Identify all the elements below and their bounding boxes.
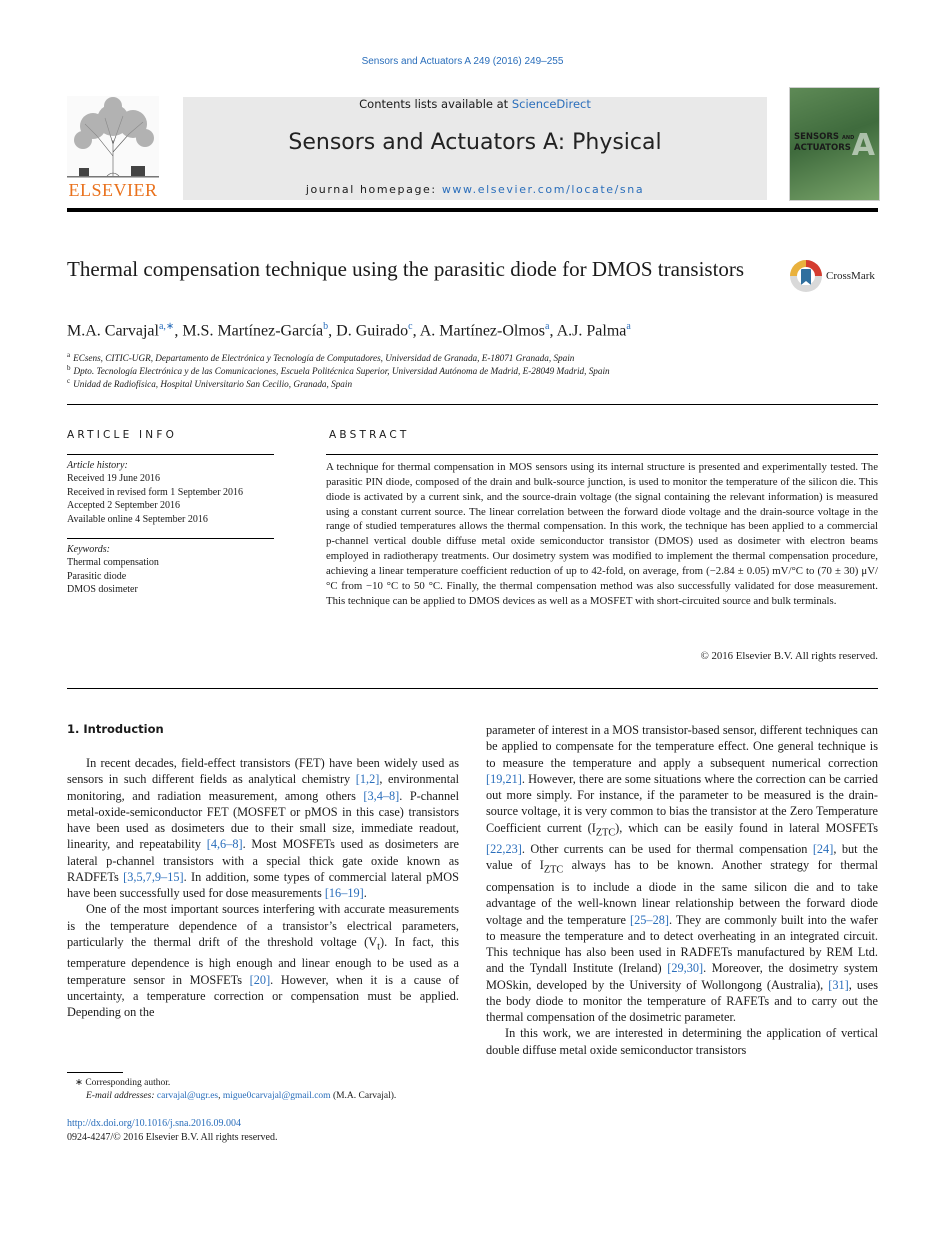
doi-link[interactable]: http://dx.doi.org/10.1016/j.sna.2016.09.004 bbox=[67, 1118, 241, 1129]
author-marks[interactable]: c bbox=[408, 321, 413, 332]
author-list: M.A. Carvajal$^{a,∗}$, M.S. Martínez-García$^b$, D. Guirado$^c$, A. Martínez-Olmos$^a$, A.J. Palma$^a$ bbox=[67, 321, 631, 340]
history-item: Received 19 June 2016 bbox=[67, 473, 161, 485]
abstract-copyright: © 2016 Elsevier B.V. All rights reserved. bbox=[700, 650, 878, 662]
journal-citation-link[interactable]: Sensors and Actuators A 249 (2016) 249–255 bbox=[361, 56, 564, 67]
issn-line: 0924-4247/© 2016 Elsevier B.V. All rights reserved. bbox=[67, 1132, 278, 1143]
citation-link[interactable]: [25–28] bbox=[630, 912, 669, 927]
affiliation: $^c$ Unidad de Radiofísica, Hospital Universitario San Cecilio, Granada, Spain bbox=[67, 377, 353, 390]
elsevier-wordmark: ELSEVIER bbox=[68, 180, 158, 200]
email-link[interactable]: migue0carvajal@gmail.com bbox=[222, 1091, 331, 1102]
author-marks[interactable]: a,∗ bbox=[158, 321, 175, 332]
paragraph: One of the most important sources interfering with accurate measurements is the temperature dependence of a transistor’s electrical parameters, particularly the thermal drift of the threshold voltage $(V_t)$. In fact, this temperature dependence is high enough and linear enough to be used as a temperature sensor in MOSFETs [20]. However, when it is a cause of uncertainty, a temperature correction or compensation must be applied. Depending on the bbox=[67, 902, 459, 1020]
history-label: Article history: bbox=[67, 460, 128, 471]
history-item: Available online 4 September 2016 bbox=[67, 513, 208, 525]
contents-line bbox=[183, 97, 767, 111]
cover-letter-a: A bbox=[851, 128, 875, 163]
header-rule bbox=[67, 208, 878, 212]
journal-cover-thumbnail[interactable] bbox=[789, 87, 880, 201]
divider bbox=[326, 454, 878, 455]
citation-link[interactable]: [31] bbox=[828, 977, 849, 992]
crossmark-label: CrossMark bbox=[826, 270, 875, 282]
citation-link[interactable]: [29,30] bbox=[667, 961, 704, 976]
body-column-right bbox=[486, 722, 878, 1058]
author-marks[interactable]: a bbox=[626, 321, 631, 332]
author-name: M.A. Carvajal bbox=[67, 322, 159, 340]
body-column-left bbox=[67, 755, 459, 1020]
citation-link[interactable]: [3,5,7,9–15] bbox=[123, 869, 184, 884]
affiliation: $^b$ Dpto. Tecnología Electrónica y de las Comunicaciones, Escuela Politécnica Superior, Universidad Autónoma de Madrid, E-28049 Madrid, Spain bbox=[67, 364, 610, 377]
author-name: D. Guirado bbox=[336, 322, 409, 340]
author-name: M.S. Martínez-García bbox=[182, 322, 324, 340]
keyword: DMOS dosimeter bbox=[67, 584, 138, 596]
section-heading-introduction: 1. Introduction bbox=[67, 722, 164, 736]
citation-link[interactable]: [4,6–8] bbox=[206, 837, 243, 852]
cover-title bbox=[794, 132, 854, 153]
keywords bbox=[67, 543, 274, 597]
abstract-heading: ABSTRACT bbox=[329, 429, 410, 441]
paragraph: In recent decades, field-effect transistors (FET) have been widely used as sensors in such different fields as analytical chemistry [1,2], environmental monitoring, and radiation measurement, among others [3,4–8]. P-channel metal-oxide-semiconductor FET (MOSFET or pMOS in this case) transistors have been used as dosimeters due to their small size, immediate readout, linearity, and repeatability [4,6–8]. Most MOSFETs used as dosimeters are lateral p-channel transistors with a special thick gate oxide known as RADFETs [3,5,7,9–15]. In addition, some types of commercial lateral pMOS have been successfully used for dose measurements [16–19]. bbox=[67, 756, 460, 900]
footnotes bbox=[67, 1077, 467, 1104]
email-link[interactable]: carvajal@ugr.es bbox=[156, 1091, 219, 1102]
divider bbox=[67, 538, 274, 539]
homepage-line bbox=[183, 183, 767, 196]
divider bbox=[67, 404, 878, 405]
article-history bbox=[67, 459, 274, 526]
abstract-text: A technique for thermal compensation in MOS sensors using its internal structure is presented and experimentally tested. The parasitic PIN diode, composed of the drain and bulk-source junction, is used to monitor the temperature of the silicon die. This diode is activated by a current sink, and the source-drain voltage (the signal containing the relevant information) is measured using a constant current source. The linear correlation between the forward diode voltage and the drain-source voltage in the range of studied temperatures allows the thermal compensation. In this work, the technique has been applied to a commercial p-channel vertical double diffuse metal oxide semiconductor transistor (DMOS) used as dosimeter with electron beams employed in radiotherapy treatments. Our dosimetry system was modified to implement the thermal compensation procedure, achieving a linear temperature coefficient reduction of up to 42-fold, on average, from (−2.84 ± 0.05) mV/°C to (70 ± 30) μV/°C from −10 °C to 50 °C. Finally, the thermal compensation method was also successfully validated for dose measurement. This technique can be applied to DMOS devices as well as a MOSFET with short-circuited source and bulk terminals. bbox=[326, 461, 878, 607]
journal-name: Sensors and Actuators A: Physical bbox=[288, 130, 662, 155]
keywords-label: Keywords: bbox=[67, 544, 110, 555]
citation-link[interactable]: [16–19] bbox=[324, 886, 364, 900]
corresponding-author-note: ∗ Corresponding author. bbox=[75, 1078, 171, 1088]
homepage-prefix: journal homepage: bbox=[305, 183, 442, 196]
author-name: A.J. Palma bbox=[556, 322, 627, 340]
keyword: Parasitic diode bbox=[67, 570, 127, 582]
author-marks[interactable]: a bbox=[545, 321, 550, 332]
cover-line-1: SENSORS AND bbox=[794, 132, 855, 142]
author-name: A. Martínez-Olmos bbox=[419, 322, 546, 340]
article-title: Thermal compensation technique using the parasitic diode for DMOS transistors bbox=[67, 257, 745, 281]
affiliation: $^a$ ECsens, CITIC-UGR, Departamento de Electrónica y Tecnología de Computadores, Universidad de Granada, E-18071 Granada, Spain bbox=[67, 351, 575, 364]
citation-link[interactable]: [20] bbox=[249, 972, 271, 987]
paragraph: parameter of interest in a MOS transistor-based sensor, different techniques can be applied to compensate for the temperature effect. One general technique is to measure the temperature and apply a subsequent numerical correction [19,21]. However, there are some situations where the correction can be carried out more simply. For instance, if the parameter to be measured is the drain-source voltage, it is very common to bias the transistor at the Zero Temperature Coefficient current $(I_{ZTC})$, which can be easily found in lateral MOSFETs [22,23]. Other currents can be used for thermal compensation [24], but the value of $I_{ZTC}$ always has to be known. Another strategy for thermal compensation is to include a diode in the same silicon die and to take advantage of the well-known linear relationship between the forward diode voltage and the temperature [25–28]. They are commonly built into the wafer to measure the temperature and to detect overheating in an integrated circuit. This technique has also been used in RADFETs manufactured by REM Ltd. and the Tyndall Institute (Ireland) [29,30]. Moreover, the dosimetry system MOSkin, developed by the University of Wollongong (Australia), [31], uses the body diode to monitor the temperature of RAFETs and to carry out the thermal compensation of the dosimetric parameter. bbox=[486, 723, 879, 1025]
citation-link[interactable]: [3,4–8] bbox=[363, 788, 400, 803]
homepage-link[interactable]: www.elsevier.com/locate/sna bbox=[441, 183, 645, 196]
footnote-rule bbox=[67, 1072, 123, 1073]
divider bbox=[67, 454, 274, 455]
citation-link[interactable]: [19,21] bbox=[486, 771, 522, 786]
divider bbox=[67, 688, 878, 689]
cover-line-2: ACTUATORS bbox=[794, 143, 851, 153]
history-item: Received in revised form 1 September 2016 bbox=[67, 486, 244, 498]
citation-link[interactable]: [24] bbox=[812, 842, 834, 857]
author-marks[interactable]: b bbox=[323, 321, 329, 332]
citation-link[interactable]: [1,2] bbox=[355, 772, 380, 787]
email-note: E-mail addresses: carvajal@ugr.es, migue0carvajal@gmail.com (M.A. Carvajal). bbox=[86, 1091, 397, 1102]
citation-link[interactable]: [22,23] bbox=[486, 842, 522, 857]
article-info-heading: ARTICLE INFO bbox=[67, 429, 178, 441]
history-item: Accepted 2 September 2016 bbox=[67, 500, 181, 512]
paragraph: In this work, we are interested in determining the application of vertical double diffuse metal oxide semiconductor transistors bbox=[486, 1026, 878, 1057]
keyword: Thermal compensation bbox=[67, 557, 159, 569]
sciencedirect-link[interactable]: ScienceDirect bbox=[511, 97, 591, 111]
contents-prefix: Contents lists available at bbox=[359, 97, 512, 111]
